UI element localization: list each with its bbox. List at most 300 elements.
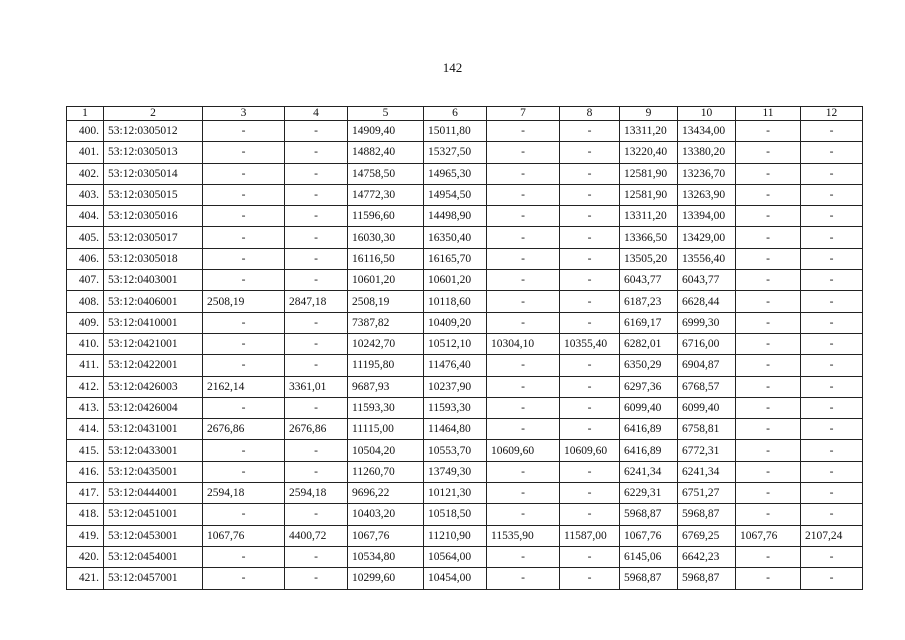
row-number-cell: 401. [67,142,104,163]
table-row [67,121,863,142]
value-cell: - [801,376,863,397]
table-row [67,568,863,589]
value-cell: - [487,546,560,567]
row-number-cell: 407. [67,270,104,291]
column-header: 8 [560,107,620,121]
value-cell: - [560,397,620,418]
value-cell: - [487,461,560,482]
value-cell: 14498,90 [424,206,487,227]
row-number-cell: 403. [67,184,104,205]
value-cell: 10553,70 [424,440,487,461]
value-cell: - [285,355,348,376]
value-cell: - [736,121,801,142]
value-cell: 4400,72 [285,525,348,546]
value-cell: - [487,291,560,312]
value-cell: 9687,93 [348,376,424,397]
value-cell: 10512,10 [424,333,487,354]
value-cell: - [560,419,620,440]
value-cell: - [203,121,285,142]
value-cell: - [801,270,863,291]
value-cell: 2594,18 [203,483,285,504]
value-cell: 11195,80 [348,355,424,376]
value-cell: 13236,70 [678,163,736,184]
value-cell: 13366,50 [620,227,678,248]
cadastral-number-cell: 53:12:0410001 [104,312,203,333]
value-cell: - [801,333,863,354]
value-cell: 6751,27 [678,483,736,504]
value-cell: - [285,397,348,418]
value-cell: 1067,76 [203,525,285,546]
value-cell: - [203,568,285,589]
row-number-cell: 404. [67,206,104,227]
value-cell: - [487,184,560,205]
cadastral-number-cell: 53:12:0426004 [104,397,203,418]
row-number-cell: 402. [67,163,104,184]
value-cell: 13434,00 [678,121,736,142]
value-cell: - [487,312,560,333]
value-cell: 11260,70 [348,461,424,482]
value-cell: 14954,50 [424,184,487,205]
value-cell: - [487,121,560,142]
value-cell: 13394,00 [678,206,736,227]
value-cell: 11596,60 [348,206,424,227]
cadastral-number-cell: 53:12:0421001 [104,333,203,354]
column-header: 4 [285,107,348,121]
table-row [67,291,863,312]
value-cell: - [285,568,348,589]
value-cell: - [560,270,620,291]
table-row [67,525,863,546]
value-cell: 16350,40 [424,227,487,248]
value-cell: 5968,87 [678,504,736,525]
value-cell: - [801,163,863,184]
value-cell: 13311,20 [620,206,678,227]
row-number-cell: 419. [67,525,104,546]
value-cell: 1067,76 [736,525,801,546]
column-header: 2 [104,107,203,121]
column-header: 12 [801,107,863,121]
value-cell: - [203,248,285,269]
value-cell: - [203,206,285,227]
value-cell: - [560,248,620,269]
cadastral-number-cell: 53:12:0435001 [104,461,203,482]
value-cell: 16116,50 [348,248,424,269]
value-cell: 2847,18 [285,291,348,312]
value-cell: 6758,81 [678,419,736,440]
value-cell: 10121,30 [424,483,487,504]
cadastral-number-cell: 53:12:0431001 [104,419,203,440]
value-cell: 10609,60 [560,440,620,461]
value-cell: - [285,206,348,227]
value-cell: 10304,10 [487,333,560,354]
value-cell: - [203,397,285,418]
value-cell: 6297,36 [620,376,678,397]
cadastral-number-cell: 53:12:0305015 [104,184,203,205]
value-cell: - [203,312,285,333]
row-number-cell: 420. [67,546,104,567]
value-cell: - [736,461,801,482]
cadastral-number-cell: 53:12:0403001 [104,270,203,291]
table-row [67,419,863,440]
cadastral-number-cell: 53:12:0305016 [104,206,203,227]
table-row [67,397,863,418]
row-number-cell: 409. [67,312,104,333]
table-row [67,227,863,248]
table-row [67,206,863,227]
row-number-cell: 414. [67,419,104,440]
row-number-cell: 417. [67,483,104,504]
value-cell: 6642,23 [678,546,736,567]
cadastral-number-cell: 53:12:0305014 [104,163,203,184]
column-header: 9 [620,107,678,121]
value-cell: 6716,00 [678,333,736,354]
value-cell: - [487,163,560,184]
value-cell: - [285,546,348,567]
value-cell: - [736,483,801,504]
value-cell: 10409,20 [424,312,487,333]
value-cell: - [203,355,285,376]
table-row [67,376,863,397]
value-cell: 1067,76 [620,525,678,546]
row-number-cell: 406. [67,248,104,269]
value-cell: 13749,30 [424,461,487,482]
header-row [67,107,863,121]
value-cell: - [487,376,560,397]
value-cell: - [285,504,348,525]
value-cell: 3361,01 [285,376,348,397]
value-cell: 10601,20 [348,270,424,291]
column-header: 1 [67,107,104,121]
cadastral-number-cell: 53:12:0305017 [104,227,203,248]
value-cell: 6241,34 [620,461,678,482]
value-cell: 11464,80 [424,419,487,440]
value-cell: - [560,504,620,525]
row-number-cell: 405. [67,227,104,248]
value-cell: 11587,00 [560,525,620,546]
value-cell: - [801,184,863,205]
value-cell: 10118,60 [424,291,487,312]
value-cell: - [285,142,348,163]
value-cell: - [801,504,863,525]
value-cell: - [801,546,863,567]
value-cell: - [736,184,801,205]
value-cell: - [203,184,285,205]
value-cell: 1067,76 [348,525,424,546]
value-cell: 10403,20 [348,504,424,525]
value-cell: - [736,397,801,418]
value-cell: 6187,23 [620,291,678,312]
value-cell: 10534,80 [348,546,424,567]
table-row [67,184,863,205]
value-cell: - [285,163,348,184]
row-number-cell: 416. [67,461,104,482]
value-cell: 12581,90 [620,163,678,184]
table-row [67,142,863,163]
value-cell: - [560,568,620,589]
column-header: 3 [203,107,285,121]
row-number-cell: 415. [67,440,104,461]
table-row [67,312,863,333]
row-number-cell: 400. [67,121,104,142]
value-cell: 13263,90 [678,184,736,205]
value-cell: - [203,440,285,461]
value-cell: 6241,34 [678,461,736,482]
value-cell: 11115,00 [348,419,424,440]
cadastral-number-cell: 53:12:0305018 [104,248,203,269]
value-cell: 10237,90 [424,376,487,397]
cadastral-number-cell: 53:12:0426003 [104,376,203,397]
value-cell: - [285,184,348,205]
value-cell: - [736,376,801,397]
cadastral-number-cell: 53:12:0457001 [104,568,203,589]
value-cell: - [560,355,620,376]
table-row [67,504,863,525]
value-cell: 13429,00 [678,227,736,248]
value-cell: - [736,355,801,376]
value-cell: - [736,142,801,163]
value-cell: - [560,461,620,482]
value-cell: 10355,40 [560,333,620,354]
table-row [67,440,863,461]
table-row [67,461,863,482]
value-cell: - [736,440,801,461]
page-number: 142 [442,60,463,75]
value-cell: - [487,355,560,376]
value-cell: 6772,31 [678,440,736,461]
cadastral-number-cell: 53:12:0451001 [104,504,203,525]
value-cell: - [801,291,863,312]
value-cell: 6043,77 [678,270,736,291]
value-cell: 6145,06 [620,546,678,567]
value-cell: - [560,546,620,567]
column-header: 7 [487,107,560,121]
value-cell: - [801,121,863,142]
value-cell: - [487,483,560,504]
value-cell: 9696,22 [348,483,424,504]
value-cell: 14965,30 [424,163,487,184]
value-cell: - [801,355,863,376]
value-cell: - [487,568,560,589]
value-cell: 14772,30 [348,184,424,205]
value-cell: - [285,248,348,269]
value-cell: 6416,89 [620,440,678,461]
value-cell: - [203,270,285,291]
value-cell: - [801,227,863,248]
value-cell: 6769,25 [678,525,736,546]
value-cell: 2162,14 [203,376,285,397]
value-cell: - [801,440,863,461]
value-cell: 11476,40 [424,355,487,376]
row-number-cell: 421. [67,568,104,589]
value-cell: 10609,60 [487,440,560,461]
value-cell: 5968,87 [620,504,678,525]
value-cell: 13505,20 [620,248,678,269]
data-table [66,106,863,590]
value-cell: 2508,19 [348,291,424,312]
value-cell: - [736,546,801,567]
value-cell: 2594,18 [285,483,348,504]
cadastral-number-cell: 53:12:0422001 [104,355,203,376]
value-cell: - [736,291,801,312]
column-header: 6 [424,107,487,121]
cadastral-number-cell: 53:12:0433001 [104,440,203,461]
value-cell: 5968,87 [620,568,678,589]
value-cell: 6043,77 [620,270,678,291]
value-cell: - [285,440,348,461]
value-cell: - [736,270,801,291]
value-cell: 6099,40 [620,397,678,418]
value-cell: - [560,163,620,184]
value-cell: - [801,483,863,504]
value-cell: 10299,60 [348,568,424,589]
value-cell: - [285,333,348,354]
value-cell: - [487,419,560,440]
value-cell: 15327,50 [424,142,487,163]
value-cell: - [801,206,863,227]
value-cell: 6350,29 [620,355,678,376]
column-header: 10 [678,107,736,121]
cadastral-number-cell: 53:12:0453001 [104,525,203,546]
value-cell: 5968,87 [678,568,736,589]
value-cell: 16030,30 [348,227,424,248]
value-cell: - [560,206,620,227]
table-row [67,248,863,269]
value-cell: - [487,227,560,248]
value-cell: - [736,227,801,248]
cadastral-number-cell: 53:12:0305012 [104,121,203,142]
value-cell: - [560,291,620,312]
table-row [67,546,863,567]
value-cell: - [285,461,348,482]
value-cell: 6628,44 [678,291,736,312]
value-cell: - [736,206,801,227]
value-cell: 11593,30 [348,397,424,418]
value-cell: - [560,184,620,205]
row-number-cell: 411. [67,355,104,376]
value-cell: - [560,142,620,163]
value-cell: - [736,333,801,354]
value-cell: - [736,248,801,269]
row-number-cell: 408. [67,291,104,312]
value-cell: 6169,17 [620,312,678,333]
value-cell: 6282,01 [620,333,678,354]
value-cell: 14909,40 [348,121,424,142]
value-cell: 2508,19 [203,291,285,312]
value-cell: 10454,00 [424,568,487,589]
value-cell: - [203,142,285,163]
value-cell: - [285,227,348,248]
value-cell: 10242,70 [348,333,424,354]
value-cell: - [560,376,620,397]
value-cell: - [801,397,863,418]
value-cell: - [203,461,285,482]
value-cell: 6999,30 [678,312,736,333]
value-cell: 14882,40 [348,142,424,163]
value-cell: - [487,270,560,291]
value-cell: 11593,30 [424,397,487,418]
column-header: 11 [736,107,801,121]
value-cell: 10564,00 [424,546,487,567]
value-cell: - [487,397,560,418]
column-header: 5 [348,107,424,121]
value-cell: 7387,82 [348,312,424,333]
value-cell: 15011,80 [424,121,487,142]
value-cell: - [285,270,348,291]
value-cell: 10504,20 [348,440,424,461]
value-cell: - [801,248,863,269]
value-cell: - [801,419,863,440]
value-cell: - [560,312,620,333]
row-number-cell: 412. [67,376,104,397]
value-cell: 10518,50 [424,504,487,525]
value-cell: 10601,20 [424,270,487,291]
value-cell: 2676,86 [203,419,285,440]
table-row [67,163,863,184]
cadastral-number-cell: 53:12:0454001 [104,546,203,567]
value-cell: - [203,546,285,567]
value-cell: 6099,40 [678,397,736,418]
value-cell: 14758,50 [348,163,424,184]
table-row [67,270,863,291]
value-cell: - [203,504,285,525]
value-cell: 12581,90 [620,184,678,205]
value-cell: 2676,86 [285,419,348,440]
value-cell: - [560,227,620,248]
value-cell: - [801,142,863,163]
cadastral-number-cell: 53:12:0444001 [104,483,203,504]
value-cell: 6904,87 [678,355,736,376]
value-cell: - [801,568,863,589]
value-cell: - [487,504,560,525]
value-cell: 13220,40 [620,142,678,163]
value-cell: - [560,483,620,504]
table-body [67,121,863,590]
row-number-cell: 413. [67,397,104,418]
table-row [67,483,863,504]
value-cell: - [801,312,863,333]
value-cell: 6416,89 [620,419,678,440]
value-cell: - [487,142,560,163]
value-cell: - [736,568,801,589]
value-cell: 16165,70 [424,248,487,269]
row-number-cell: 410. [67,333,104,354]
table-row [67,355,863,376]
value-cell: - [285,121,348,142]
value-cell: 11535,90 [487,525,560,546]
value-cell: 13380,20 [678,142,736,163]
value-cell: - [203,163,285,184]
value-cell: 2107,24 [801,525,863,546]
value-cell: - [736,312,801,333]
value-cell: - [203,227,285,248]
row-number-cell: 418. [67,504,104,525]
table-row [67,333,863,354]
value-cell: - [487,206,560,227]
value-cell: - [203,333,285,354]
cadastral-number-cell: 53:12:0305013 [104,142,203,163]
value-cell: 6768,57 [678,376,736,397]
value-cell: - [736,163,801,184]
value-cell: - [736,504,801,525]
value-cell: - [487,248,560,269]
value-cell: 6229,31 [620,483,678,504]
cadastral-number-cell: 53:12:0406001 [104,291,203,312]
value-cell: - [285,312,348,333]
value-cell: 11210,90 [424,525,487,546]
value-cell: - [736,419,801,440]
value-cell: - [560,121,620,142]
value-cell: - [801,461,863,482]
